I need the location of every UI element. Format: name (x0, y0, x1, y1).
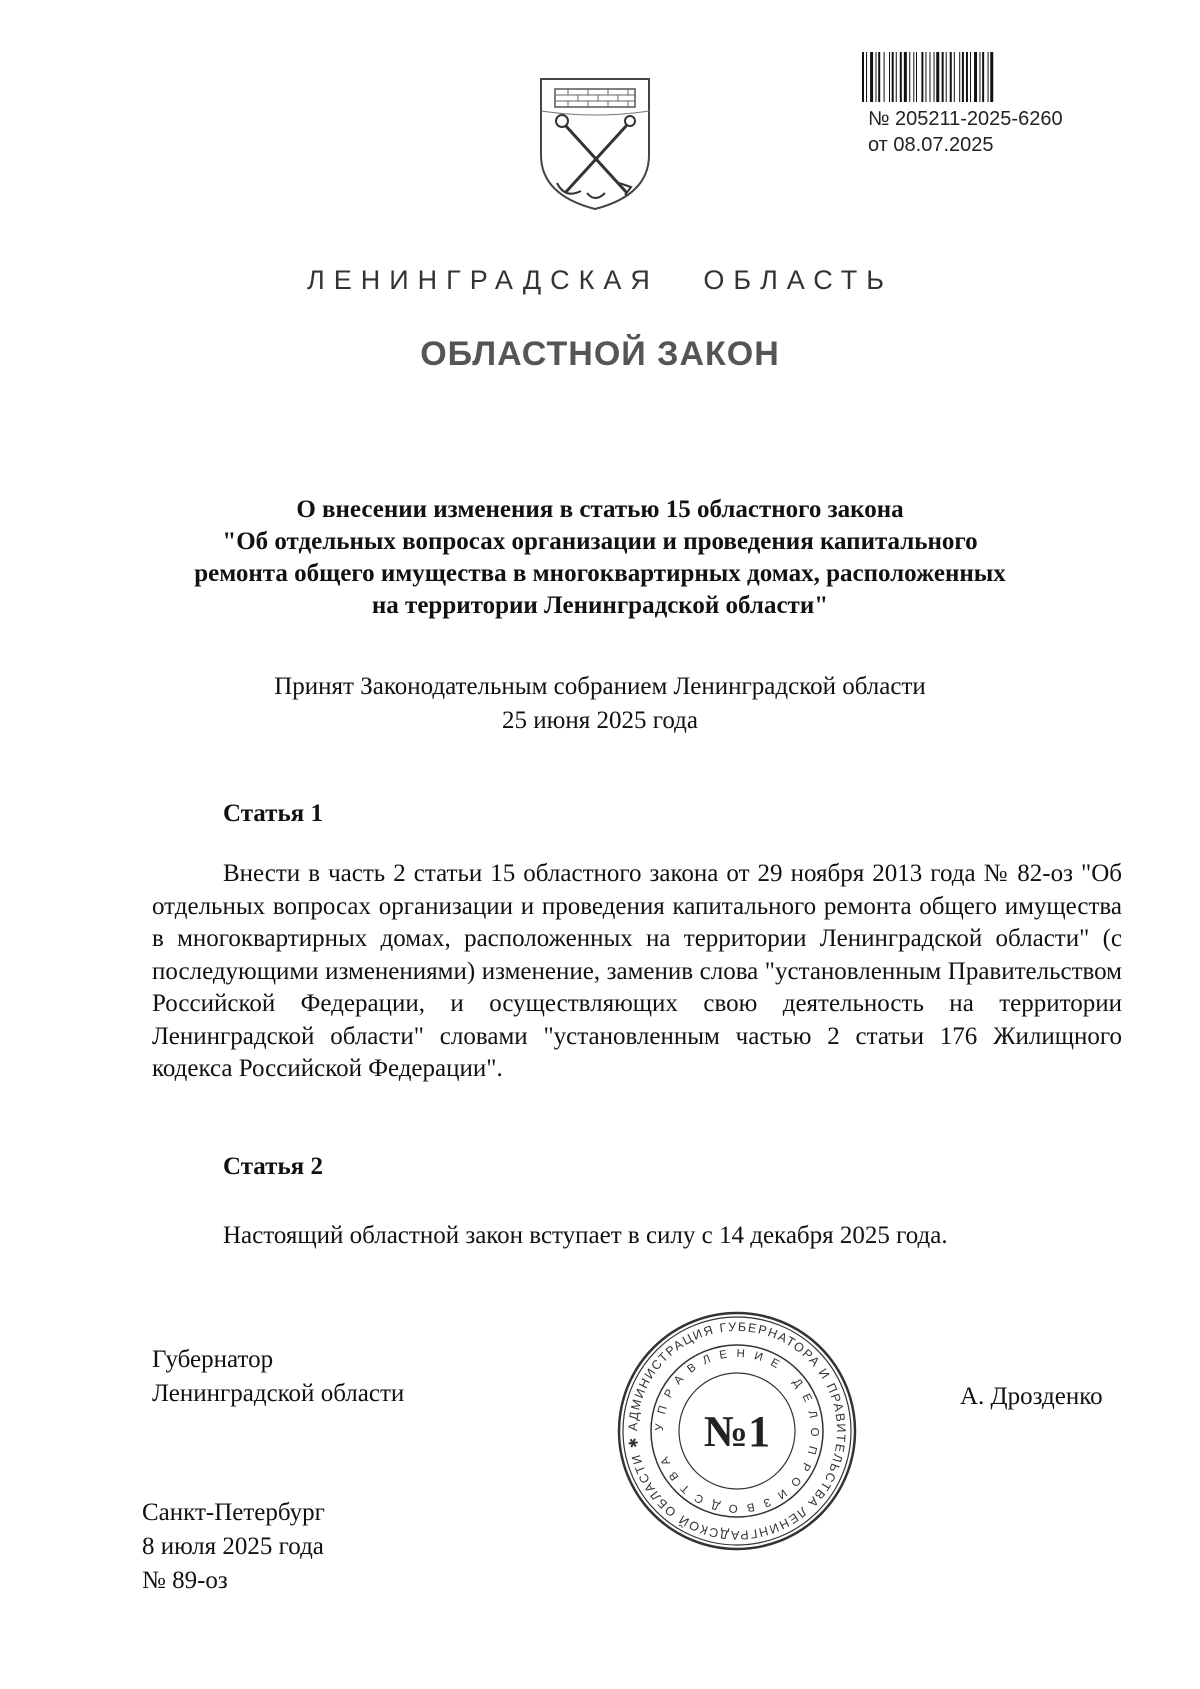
barcode-bar (884, 52, 885, 102)
coat-of-arms-emblem (535, 75, 655, 213)
adoption-body: Принят Законодательным собранием Ленинградской области (274, 673, 926, 700)
barcode-bar (900, 52, 902, 102)
barcode-bar (942, 52, 944, 102)
barcode-bar (954, 52, 955, 102)
barcode-bar (982, 52, 984, 102)
barcode-bar (990, 52, 993, 102)
law-title-line: О внесении изменения в статью 15 областного закона (296, 496, 904, 523)
barcode-bar (962, 52, 964, 102)
place-date-number (142, 1496, 325, 1598)
barcode-bar (934, 52, 935, 102)
barcode-bar (878, 52, 880, 102)
barcode-bar (909, 52, 910, 102)
article-2-text: Настоящий областной закон вступает в силу с 14 декабря 2025 года. (223, 1222, 948, 1249)
barcode-bar (889, 52, 890, 102)
law-title-line: "Об отдельных вопросах организации и проведения капитального (222, 528, 978, 555)
article-1-heading: Статья 1 (223, 800, 323, 827)
law-number: № 89-оз (142, 1567, 228, 1594)
barcode-bar (936, 52, 939, 102)
law-title-line: ремонта общего имущества в многоквартирных домах, расположенных (194, 560, 1006, 587)
barcode-bar (970, 52, 971, 102)
svg-text:АДМИНИСТРАЦИЯ ГУБЕРНАТОРА И ПР: АДМИНИСТРАЦИЯ ГУБЕРНАТОРА И ПРАВИТЕЛЬСТВА ЛЕНИНГРАДСКОЙ ОБЛАСТИ ✱ (625, 1319, 849, 1543)
barcode-bar (946, 52, 947, 102)
signatory-name: А. Дрозденко (960, 1383, 1103, 1410)
adoption-note (150, 670, 1050, 738)
barcode-bar (988, 52, 989, 102)
registration-number: № 205211-2025-6260 (868, 108, 1063, 130)
barcode-bar (930, 52, 931, 102)
svg-text:УПРАВЛЕНИЕ ДЕЛОПРОИЗВОДСТВА: УПРАВЛЕНИЕ ДЕЛОПРОИЗВОДСТВА (653, 1347, 821, 1515)
registration-date: от 08.07.2025 (868, 134, 994, 156)
barcode-bar (913, 52, 914, 102)
barcode-bar (966, 52, 968, 102)
signatory-title-line: Ленинградской области (152, 1380, 405, 1407)
barcode (862, 52, 1120, 102)
signatory-title-line: Губернатор (152, 1346, 274, 1373)
barcode-bar (892, 52, 894, 102)
barcode-bar (866, 52, 867, 102)
barcode-bar (925, 52, 926, 102)
law-title (150, 494, 1050, 622)
barcode-bar (862, 52, 864, 102)
signatory-title (152, 1343, 404, 1411)
official-stamp (616, 1310, 858, 1552)
barcode-bar (916, 52, 917, 102)
svg-text:№1: №1 (703, 1407, 771, 1456)
article-2-heading: Статья 2 (223, 1153, 323, 1180)
barcode-bar (921, 52, 923, 102)
barcode-bar (876, 52, 877, 102)
barcode-bar (870, 52, 873, 102)
barcode-bar (950, 52, 952, 102)
barcode-bar (896, 52, 897, 102)
signing-date: 8 июля 2025 года (142, 1533, 324, 1560)
barcode-bar (904, 52, 907, 102)
barcode-bar (974, 52, 977, 102)
article-1-text: Внести в часть 2 статьи 15 областного закона от 29 ноября 2013 года № 82-оз "Об отдельных вопросах организации и проведения капитального ремонта общего имущества в многоквартирных домах, расположенных на территории Ленинградской области" (с последующими изменениями) изменение, заменив слова "установленным Правительством Российской Федерации, и осуществляющих свою деятельность на территории Ленинградской области" словами "установленным частью 2 статьи 176 Жилищного кодекса Российской Федерации". (152, 860, 1122, 1082)
region-heading: ЛЕНИНГРАДСКАЯ ОБЛАСТЬ (306, 265, 894, 295)
barcode-bar (959, 52, 960, 102)
document-type-heading: ОБЛАСТНОЙ ЗАКОН (420, 335, 780, 373)
adoption-date: 25 июня 2025 года (502, 707, 698, 734)
law-title-line: на территории Ленинградской области" (371, 592, 829, 619)
signing-place: Санкт-Петербург (142, 1499, 325, 1526)
barcode-bar (979, 52, 980, 102)
